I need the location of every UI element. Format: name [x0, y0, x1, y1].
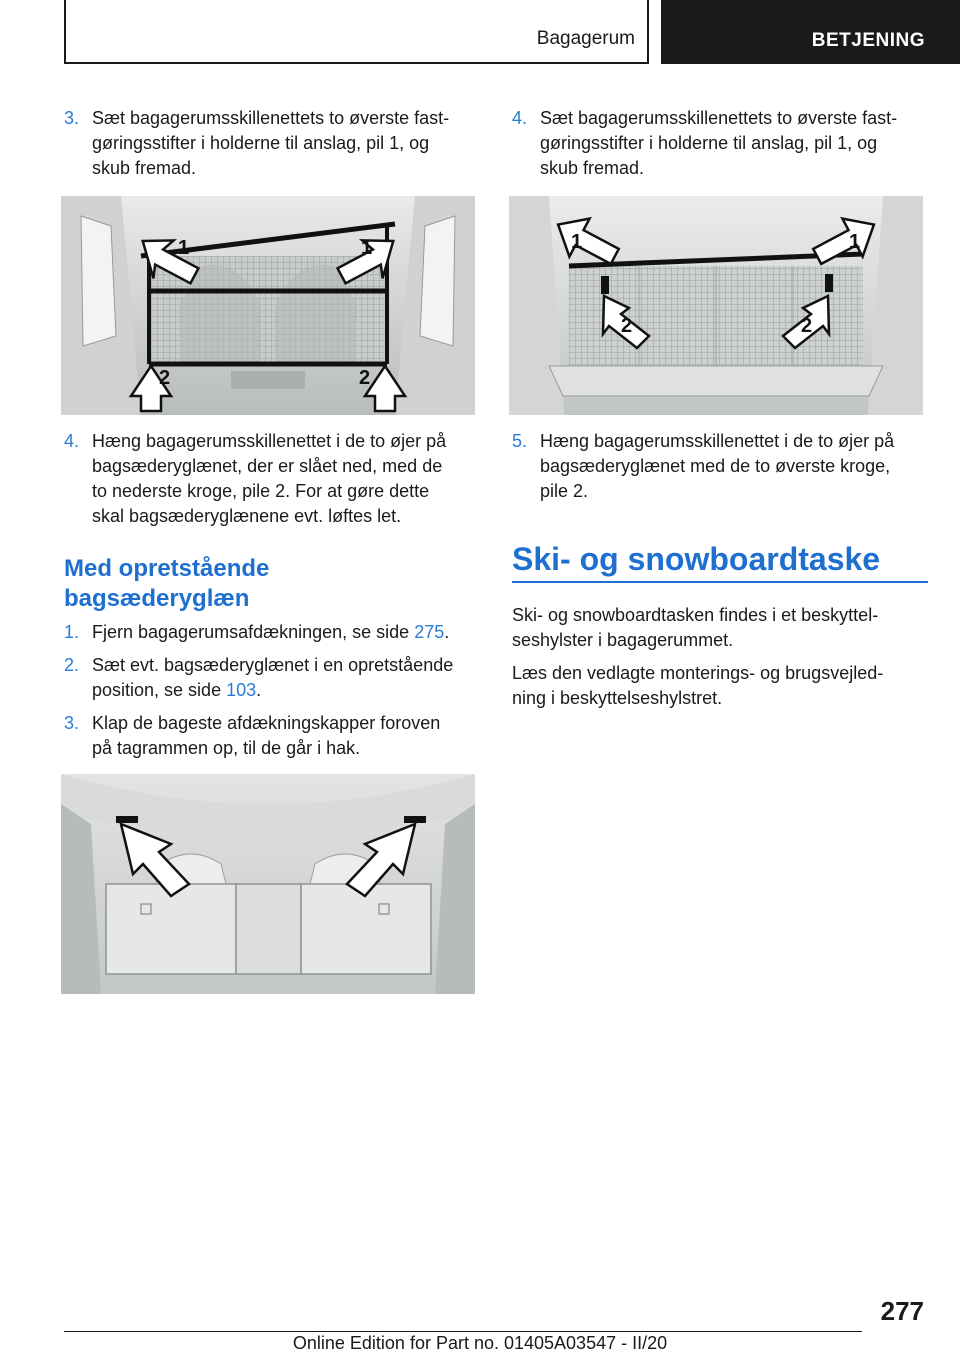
header-section-title: Bagagerum — [536, 28, 635, 49]
step-text-line: pile 2. — [540, 481, 589, 501]
step-text-line: Sæt evt. bagsæderyglænet i en opretstående — [92, 655, 454, 675]
heading-line: Med opretstående — [64, 555, 270, 582]
step-text-line: skub fremad. — [92, 158, 197, 178]
page-reference-link[interactable]: 275 — [414, 622, 445, 642]
heading-underline — [512, 581, 928, 583]
step-text-line: skub fremad. — [540, 158, 645, 178]
figure-callout-1: 1 — [178, 237, 190, 259]
substep-3 — [64, 711, 484, 761]
step-3-left — [64, 106, 484, 181]
substep-2 — [64, 653, 484, 703]
step-number: 4. — [64, 431, 80, 451]
substep-1 — [64, 620, 484, 645]
header-section-box — [64, 0, 649, 64]
step-text-line: Sæt bagagerumsskillenettets to øverste fast- — [540, 108, 898, 128]
ski-bag-paragraph-2 — [512, 661, 932, 711]
figure-partition-net-rear — [509, 196, 923, 415]
page-reference-link[interactable]: 103 — [226, 680, 257, 700]
section-heading-upright-backrest — [64, 554, 484, 614]
page-number: 277 — [880, 1296, 924, 1326]
figure-callout-1: 1 — [571, 231, 583, 253]
step-text-line: to nederste kroge, pile 2. For at gøre dette — [92, 481, 430, 501]
header-chapter-title: BETJENING — [811, 30, 925, 51]
step-number: 3. — [64, 108, 80, 128]
figure-callout-1: 1 — [849, 231, 861, 253]
step-text-line: Sæt bagagerumsskillenettets to øverste fast- — [92, 108, 450, 128]
step-text-line: bagsæderyglænet med de to øverste kroge, — [540, 456, 891, 476]
step-5-right — [512, 429, 932, 504]
step-4-left — [64, 429, 484, 529]
step-text: position, se side — [92, 680, 227, 700]
section-heading-ski-bag: Ski- og snowboardtaske — [512, 541, 881, 577]
step-text-line: gøringsstifter i holderne til anslag, pil 1, og — [92, 133, 430, 153]
heading-line: bagsæderyglæn — [64, 585, 250, 612]
ski-bag-paragraph-1 — [512, 603, 932, 653]
step-text-end: . — [444, 622, 450, 642]
step-text-line: på tagrammen op, til de går i hak. — [92, 738, 361, 758]
step-number: 4. — [512, 108, 528, 128]
step-number: 1. — [64, 622, 80, 642]
step-4-right — [512, 106, 932, 181]
figure-callout-1: 1 — [361, 237, 373, 259]
paragraph-line: seshylster i bagagerummet. — [512, 630, 734, 650]
footer-edition-text: Online Edition for Part no. 01405A03547 - II/20 — [292, 1333, 668, 1353]
figure-partition-net-front — [61, 196, 475, 415]
step-text-end: . — [256, 680, 262, 700]
footer-divider — [64, 1331, 862, 1332]
step-number: 5. — [512, 431, 528, 451]
step-text: Fjern bagagerumsafdækningen, se side — [92, 622, 415, 642]
step-text-line: Klap de bageste afdækningskapper foroven — [92, 713, 441, 733]
step-text-line: bagsæderyglænet, der er slået ned, med de — [92, 456, 443, 476]
figure-callout-2: 2 — [159, 367, 171, 389]
step-text-line: Hæng bagagerumsskillenettet i de to øjer på — [92, 431, 447, 451]
step-text-line: Hæng bagagerumsskillenettet i de to øjer på — [540, 431, 895, 451]
figure-callout-2: 2 — [359, 367, 371, 389]
figure-roof-covers — [61, 774, 475, 994]
paragraph-line: Læs den vedlagte monterings- og brugsvejled- — [512, 663, 884, 683]
paragraph-line: ning i beskyttelseshylstret. — [512, 688, 723, 708]
step-number: 2. — [64, 655, 80, 675]
step-text-line: skal bagsæderyglænene evt. løftes let. — [92, 506, 402, 526]
step-text-line: gøringsstifter i holderne til anslag, pil 1, og — [540, 133, 878, 153]
step-number: 3. — [64, 713, 80, 733]
figure-callout-2: 2 — [621, 315, 633, 337]
paragraph-line: Ski- og snowboardtasken findes i et beskyttel- — [512, 605, 879, 625]
header-chapter-tab — [661, 0, 960, 64]
figure-callout-2: 2 — [801, 315, 813, 337]
